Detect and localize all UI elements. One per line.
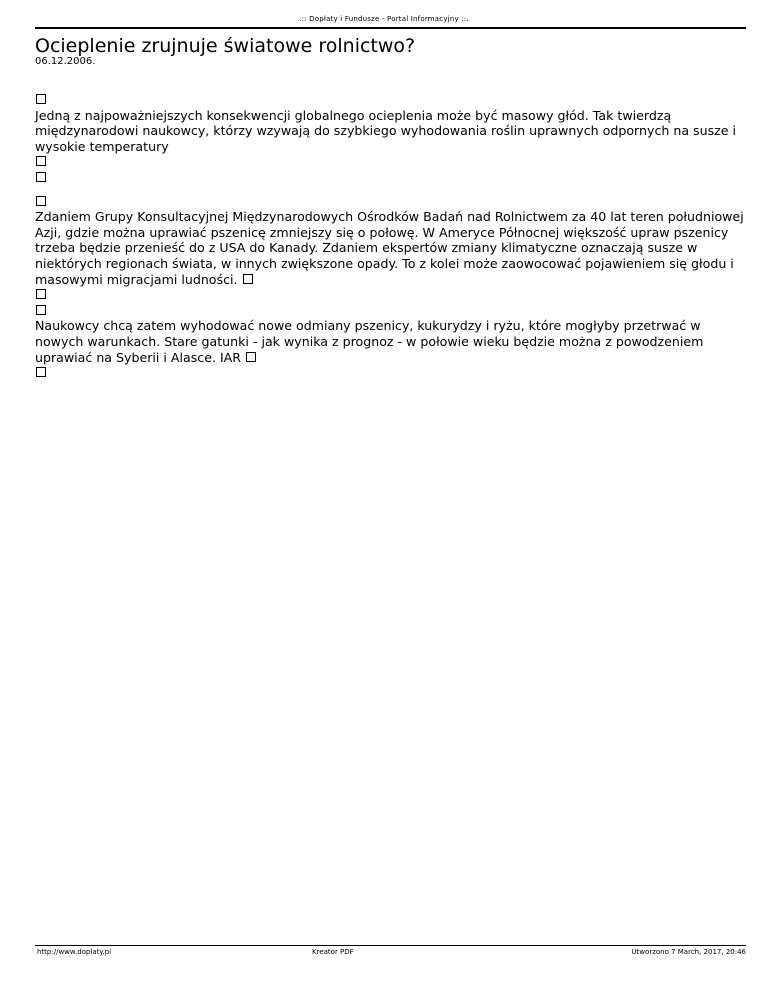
article-date: 06.12.2006. [35,56,96,67]
article-body [35,92,747,381]
missing-glyph-icon [246,352,256,362]
article-paragraph: Jedną z najpoważniejszych konsekwencji globalnego ocieplenia może być masowy głód. Tak twierdzą międzynarodowi naukowcy, którzy wzywają do szybkiego wyhodowania roślin uprawnych odpornych na susze i wysokie temperatury [35,107,737,154]
footer-created: Utworzono 7 March, 2017, 20:46 [631,948,746,956]
missing-glyph-icon [36,367,46,377]
missing-glyph-icon [36,289,46,299]
footer-generator: Kreator PDF [312,948,354,956]
footer-divider [35,945,746,946]
missing-glyph-icon [243,274,253,284]
article-paragraph: Zdaniem Grupy Konsultacyjnej Międzynarodowych Ośrodków Badań nad Rolnictwem za 40 lat teren południowej Azji, gdzie można uprawiać pszenicę zmniejszy się o połowę. W Ameryce Północnej większość upraw pszenicy trzeba będzie przenieść do z USA do Kanady. Zdaniem ekspertów zmiany klimatyczne oznaczają susze w niektórych regionach świata, w innych zwiększone opady. To z kolei może zaowocować pojawieniem się głodu i masowymi migracjami ludności. [35,209,744,287]
missing-glyph-icon [36,196,46,206]
header-divider [35,27,746,29]
article-title: Ocieplenie zrujnuje światowe rolnictwo? [35,35,416,57]
missing-glyph-icon [36,172,46,182]
footer-url: http://www.doplaty.pl [37,948,112,956]
article-paragraph-block [35,318,747,365]
missing-glyph-icon [36,305,46,315]
missing-glyph-icon [36,94,46,104]
article-paragraph: Naukowcy chcą zatem wyhodować nowe odmiany pszenicy, kukurydzy i ryżu, które mogłyby przetrwać w nowych warunkach. Stare gatunki - jak wynika z prognoz - w połowie wieku będzie można z powodzeniem uprawiać na Syberii i Alasce. IAR [35,318,704,365]
page-header: .:: Dopłaty i Fundusze - Portal Informacyjny ::. [299,15,469,23]
article [35,36,747,381]
missing-glyph-icon [36,156,46,166]
article-paragraph-block [35,209,747,287]
